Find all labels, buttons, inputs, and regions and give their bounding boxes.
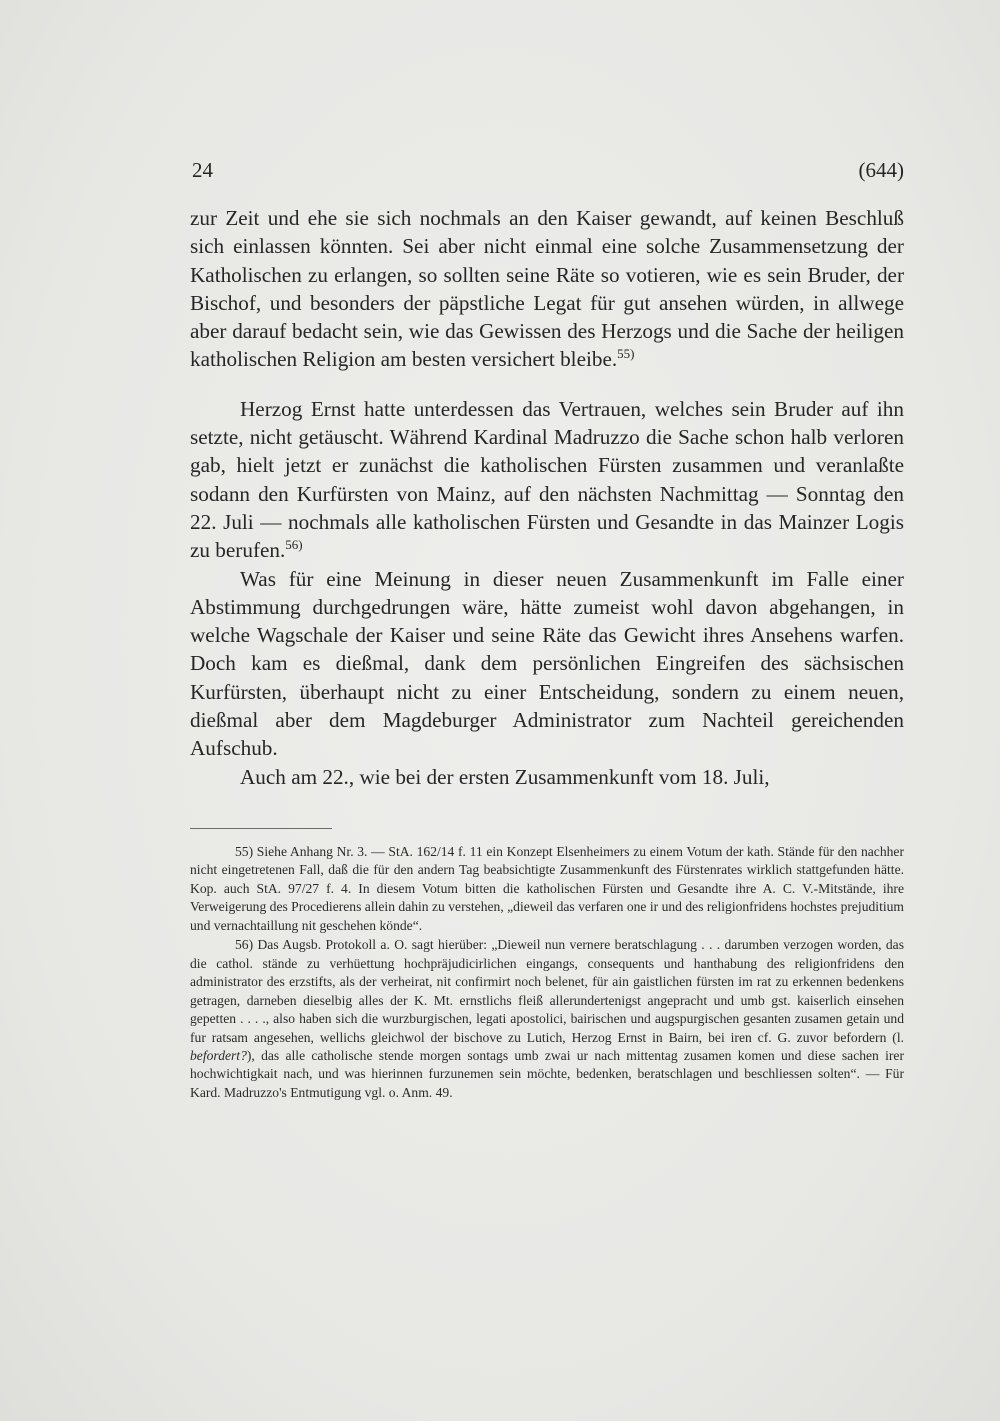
footnote-emphasis: befordert?	[190, 1047, 247, 1063]
main-text	[190, 204, 904, 791]
footnote-marker: 55)	[235, 844, 254, 859]
footnotes	[190, 843, 904, 1102]
page-header	[190, 158, 904, 188]
footnote-reference-56: 56)	[285, 537, 303, 553]
footnote-marker: 56)	[235, 937, 254, 953]
footnote-text: Das Augsb. Protokoll a. O. sagt hierüber: „Dieweil nun vernere beratschlagung . . . darumben verzogen worden, das die cathol. stände zu verhüettung hochpräjudicirlichen eingangs, consequents und hanthabung des religionfridens den administrator des erzstifts, als der verheirat, nit confirmirt noch belenet, für ain gaistlichen fürsten im rat zu erkennen bedenkens getragen, darneben dieselbig alles der K. Mt. ernstlichs fleiß allerundertenigst angepracht und umb gst. kaiserlich einsehen gepetten . . . ., also haben sich die wurzburgischen, legati apostolici, bairischen und augspurgischen gesanten zusamen getain und fur ratsam angesehen, wellichs gleichwol der bischove zu Lutich, Herzog Ernst in Bairn, bei iren cf. G. zuvor befordern (l.	[190, 937, 905, 1045]
paragraph-text: Herzog Ernst hatte unterdessen das Vertrauen, welches sein Bruder auf ihn setzte, nicht getäuscht. Während Kardinal Madruzzo die Sache schon halb verloren gab, hielt jetzt er zunächst die katholischen Fürsten zusammen und veranlaßte sodann den Kurfürsten von Mainz, auf den nächsten Nachmittag — Sonntag den 22. Juli — nochmals alle katholischen Fürsten und Gesandte in das Mainzer Logis zu berufen.	[190, 396, 904, 563]
footnote-separator	[190, 828, 332, 829]
original-page-number: (644)	[858, 158, 904, 182]
footnote-text: Siehe Anhang Nr. 3. — StA. 162/14 f. 11 ein Konzept Elsenheimers zu einem Votum der kath. Stände für den nachher nicht eingetretenen Fall, daß die für den andern Tag beabsichtigte Zusammenkunft des Fürstenrates wirklich stattgefunden hätte. Kop. auch StA. 97/27 f. 4. In diesem Votum bitten die katholischen Fürsten und Gesandte ihre A. C. V.-Mitstände, ihre Verweigerung des Procedierens allein dahin zu verstehen, „dieweil das verfaren one ir und des religionfridens hochstes prejuditium und vernachtaillung nit geschehen könde“.	[190, 844, 904, 933]
footnote-55	[190, 843, 904, 935]
paragraph-continuation	[190, 204, 904, 374]
paragraph-text: zur Zeit und ehe sie sich nochmals an den Kaiser gewandt, auf keinen Beschluß sich einlassen könnten. Sei aber nicht einmal eine solche Zusammensetzung der Katholischen zu erlangen, so sollten seine Räte so votieren, wie es sein Bruder, der Bischof, und besonders der päpstliche Legat für gut ansehen würden, in allwege aber darauf bedacht sein, wie das Gewissen des Herzogs und die Sache der heiligen katholischen Religion am besten versichert bleibe.	[190, 206, 904, 372]
footnote-56	[190, 936, 904, 1102]
paragraph-auch-am-22: Auch am 22., wie bei der ersten Zusammenkunft vom 18. Juli,	[240, 764, 770, 789]
page-number: 24	[192, 158, 213, 182]
paragraph-meinung: Was für eine Meinung in dieser neuen Zusammenkunft im Falle einer Abstimmung durchgedrungen wäre, hätte zumeist wohl davon abgehangen, in welche Wagschale der Kaiser und seine Räte das Gewicht ihres Ansehens warfen. Doch kam es dießmal, dank dem persönlichen Eingreifen des sächsischen Kurfürsten, überhaupt nicht zu einer Entscheidung, sondern zu einem neuen, dießmal aber dem Magdeburger Administrator zum Nachteil gereichenden Aufschub.	[190, 566, 904, 761]
paragraph-herzog-ernst	[190, 395, 904, 565]
footnote-text-end: ), das alle catholische stende morgen sontags umb zwai ur nach mittentag zusamen komen und diese sachen irer hochwichtigkait nach, und was hierinnen furzunemen sein möchte, bedenken, beratschlagen und beschliessen solten“. — Für Kard. Madruzzo's Entmutigung vgl. o. Anm. 49.	[190, 1047, 904, 1100]
footnote-reference-55: 55)	[617, 346, 635, 362]
